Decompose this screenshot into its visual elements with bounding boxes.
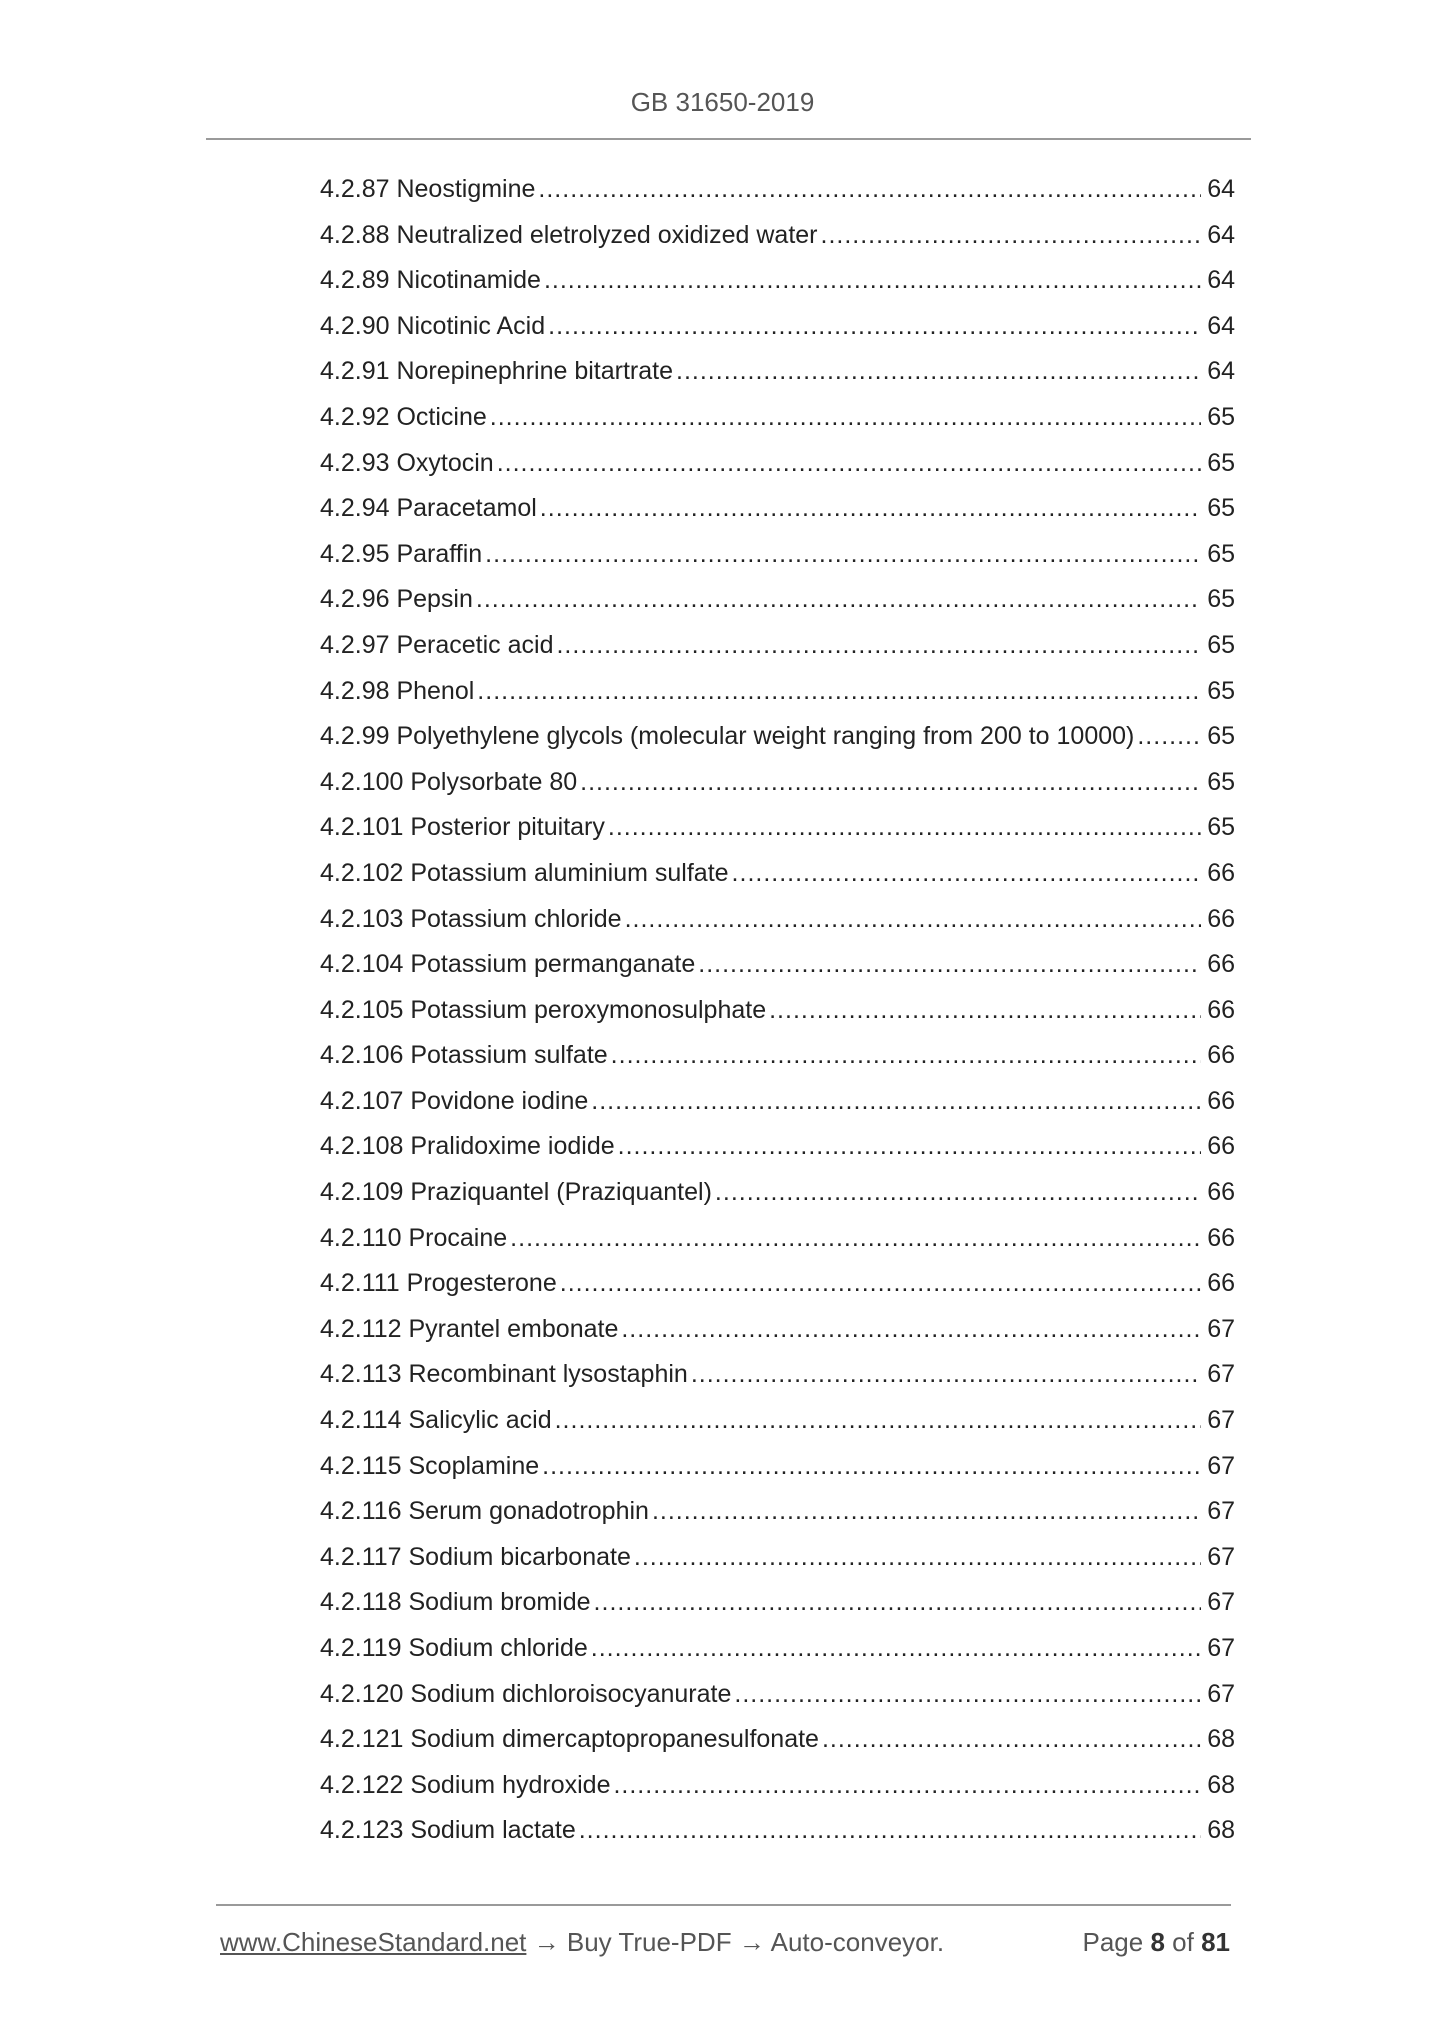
toc-dot-leader — [769, 988, 1201, 1034]
toc-entry[interactable] — [320, 714, 1235, 760]
current-page-number: 8 — [1150, 1927, 1165, 1957]
toc-entry-page-number: 65 — [1207, 585, 1235, 614]
toc-dot-leader — [625, 897, 1202, 943]
toc-entry-page-number: 64 — [1207, 266, 1235, 295]
toc-entry[interactable] — [320, 1808, 1235, 1854]
toc-entry-page-number: 68 — [1207, 1816, 1235, 1845]
toc-entry[interactable] — [320, 1580, 1235, 1626]
toc-entry[interactable] — [320, 1216, 1235, 1262]
toc-entry-label: 4.2.113 Recombinant lysostaphin — [320, 1360, 688, 1389]
toc-entry-label: 4.2.118 Sodium bromide — [320, 1588, 591, 1617]
toc-dot-leader — [476, 577, 1201, 623]
toc-entry[interactable] — [320, 1170, 1235, 1216]
toc-entry[interactable] — [320, 441, 1235, 487]
toc-entry-label: 4.2.121 Sodium dimercaptopropanesulfonate — [320, 1725, 819, 1754]
toc-entry-page-number: 65 — [1207, 494, 1235, 523]
toc-entry-page-number: 66 — [1207, 1132, 1235, 1161]
toc-entry-label: 4.2.101 Posterior pituitary — [320, 813, 605, 842]
toc-entry[interactable] — [320, 1033, 1235, 1079]
toc-entry-page-number: 68 — [1207, 1725, 1235, 1754]
toc-dot-leader — [822, 1717, 1201, 1763]
toc-dot-leader — [613, 1763, 1201, 1809]
toc-entry[interactable] — [320, 1261, 1235, 1307]
toc-entry-label: 4.2.114 Salicylic acid — [320, 1406, 552, 1435]
toc-entry-label: 4.2.120 Sodium dichloroisocyanurate — [320, 1679, 732, 1708]
toc-entry-label: 4.2.115 Scoplamine — [320, 1451, 540, 1480]
toc-entry-label: 4.2.102 Potassium aluminium sulfate — [320, 858, 729, 887]
toc-entry[interactable] — [320, 395, 1235, 441]
toc-dot-leader — [538, 167, 1201, 213]
arrow-right-icon: → — [738, 1927, 765, 1957]
toc-dot-leader — [611, 1033, 1202, 1079]
toc-entry-page-number: 65 — [1207, 630, 1235, 659]
toc-entry[interactable] — [320, 577, 1235, 623]
toc-dot-leader — [580, 760, 1201, 806]
toc-entry[interactable] — [320, 258, 1235, 304]
toc-entry-page-number: 66 — [1207, 1178, 1235, 1207]
toc-entry-page-number: 65 — [1207, 448, 1235, 477]
toc-entry-label: 4.2.109 Praziquantel (Praziquantel) — [320, 1178, 712, 1207]
toc-entry-label: 4.2.106 Potassium sulfate — [320, 1041, 608, 1070]
table-of-contents — [320, 167, 1235, 1854]
toc-entry[interactable] — [320, 1352, 1235, 1398]
toc-dot-leader — [548, 304, 1201, 350]
toc-entry[interactable] — [320, 1398, 1235, 1444]
toc-entry[interactable] — [320, 1444, 1235, 1490]
toc-entry[interactable] — [320, 532, 1235, 578]
toc-entry[interactable] — [320, 1717, 1235, 1763]
toc-entry-label: 4.2.99 Polyethylene glycols (molecular weight ranging from 200 to 10000) — [320, 722, 1135, 751]
toc-entry-page-number: 65 — [1207, 402, 1235, 431]
toc-entry-label: 4.2.98 Phenol — [320, 676, 475, 705]
toc-entry-label: 4.2.119 Sodium chloride — [320, 1634, 588, 1662]
toc-dot-leader — [579, 1808, 1201, 1854]
toc-entry-label: 4.2.90 Nicotinic Acid — [320, 311, 546, 340]
toc-entry[interactable] — [320, 1307, 1235, 1353]
toc-entry-label: 4.2.111 Progesterone — [320, 1269, 557, 1298]
toc-dot-leader — [544, 258, 1201, 304]
toc-dot-leader — [542, 1444, 1201, 1490]
toc-entry-label: 4.2.117 Sodium bicarbonate — [320, 1542, 631, 1571]
toc-entry-label: 4.2.108 Pralidoxime iodide — [320, 1132, 615, 1161]
website-link[interactable]: www.ChineseStandard.net — [220, 1927, 527, 1957]
toc-dot-leader — [591, 1626, 1201, 1672]
toc-dot-leader — [676, 349, 1201, 395]
toc-entry-page-number: 67 — [1207, 1542, 1235, 1571]
toc-entry-label: 4.2.123 Sodium lactate — [320, 1816, 576, 1845]
toc-entry-label: 4.2.105 Potassium peroxymonosulphate — [320, 995, 767, 1024]
footer-navigation — [220, 1924, 944, 1960]
toc-entry-label: 4.2.93 Oxytocin — [320, 448, 494, 477]
toc-dot-leader — [618, 1124, 1202, 1170]
toc-entry-page-number: 65 — [1207, 722, 1235, 751]
toc-dot-leader — [652, 1489, 1201, 1535]
toc-entry-page-number: 66 — [1207, 1269, 1235, 1298]
footer-divider — [216, 1904, 1231, 1906]
toc-entry-page-number: 67 — [1207, 1497, 1235, 1526]
page-of-text: of — [1172, 1927, 1194, 1957]
toc-entry-page-number: 68 — [1207, 1770, 1235, 1799]
toc-entry-label: 4.2.107 Povidone iodine — [320, 1086, 589, 1115]
toc-entry-label: 4.2.92 Octicine — [320, 402, 487, 431]
toc-entry-page-number: 65 — [1207, 767, 1235, 796]
toc-dot-leader — [556, 623, 1201, 669]
toc-entry-label: 4.2.112 Pyrantel embonate — [320, 1314, 619, 1343]
toc-entry[interactable] — [320, 213, 1235, 259]
toc-dot-leader — [497, 441, 1201, 487]
toc-dot-leader — [732, 851, 1202, 897]
toc-entry[interactable] — [320, 486, 1235, 532]
toc-entry-label: 4.2.100 Polysorbate 80 — [320, 767, 578, 796]
toc-entry[interactable] — [320, 1672, 1235, 1718]
toc-entry-page-number: 64 — [1207, 175, 1235, 203]
toc-entry-label: 4.2.87 Neostigmine — [320, 175, 536, 203]
toc-entry-page-number: 64 — [1207, 220, 1235, 249]
toc-entry[interactable] — [320, 988, 1235, 1034]
toc-entry[interactable] — [320, 669, 1235, 715]
toc-entry-page-number: 67 — [1207, 1406, 1235, 1435]
toc-entry-page-number: 67 — [1207, 1679, 1235, 1708]
toc-entry-page-number: 66 — [1207, 995, 1235, 1024]
toc-dot-leader — [555, 1398, 1202, 1444]
toc-entry-label: 4.2.94 Paracetamol — [320, 494, 537, 523]
toc-entry[interactable] — [320, 167, 1235, 213]
toc-dot-leader — [715, 1170, 1201, 1216]
toc-entry[interactable] — [320, 805, 1235, 851]
toc-dot-leader — [698, 942, 1201, 988]
arrow-right-icon: → — [533, 1927, 560, 1957]
toc-dot-leader — [540, 486, 1201, 532]
toc-entry-label: 4.2.122 Sodium hydroxide — [320, 1770, 611, 1799]
page-footer — [220, 1924, 1230, 1960]
toc-entry-page-number: 67 — [1207, 1588, 1235, 1617]
toc-dot-leader — [1137, 714, 1201, 760]
toc-entry-page-number: 64 — [1207, 357, 1235, 386]
toc-entry-page-number: 65 — [1207, 676, 1235, 705]
toc-entry-label: 4.2.116 Serum gonadotrophin — [320, 1497, 649, 1526]
toc-dot-leader — [510, 1216, 1201, 1262]
toc-dot-leader — [490, 395, 1201, 441]
toc-entry-label: 4.2.103 Potassium chloride — [320, 904, 622, 933]
toc-entry-label: 4.2.104 Potassium permanganate — [320, 950, 696, 979]
toc-entry-page-number: 67 — [1207, 1360, 1235, 1389]
toc-entry-label: 4.2.96 Pepsin — [320, 585, 473, 614]
toc-entry[interactable] — [320, 942, 1235, 988]
toc-dot-leader — [621, 1307, 1201, 1353]
toc-dot-leader — [691, 1352, 1201, 1398]
toc-entry[interactable] — [320, 623, 1235, 669]
toc-entry[interactable] — [320, 1489, 1235, 1535]
toc-entry[interactable] — [320, 349, 1235, 395]
toc-entry[interactable] — [320, 304, 1235, 350]
toc-entry[interactable] — [320, 1124, 1235, 1170]
toc-entry-page-number: 66 — [1207, 904, 1235, 933]
toc-entry[interactable] — [320, 1079, 1235, 1125]
toc-dot-leader — [821, 213, 1202, 259]
toc-entry[interactable] — [320, 1763, 1235, 1809]
toc-entry-page-number: 65 — [1207, 539, 1235, 568]
buy-true-pdf-text: Buy True-PDF — [566, 1927, 732, 1957]
toc-entry-label: 4.2.89 Nicotinamide — [320, 266, 541, 295]
toc-entry-label: 4.2.91 Norepinephrine bitartrate — [320, 357, 674, 386]
toc-entry-label: 4.2.95 Paraffin — [320, 539, 483, 568]
toc-dot-leader — [560, 1261, 1201, 1307]
toc-dot-leader — [734, 1672, 1201, 1718]
toc-dot-leader — [634, 1535, 1201, 1581]
toc-dot-leader — [477, 669, 1201, 715]
toc-entry-page-number: 67 — [1207, 1314, 1235, 1343]
toc-entry[interactable] — [320, 1626, 1235, 1672]
toc-entry-label: 4.2.88 Neutralized eletrolyzed oxidized water — [320, 220, 818, 249]
toc-dot-leader — [485, 532, 1201, 578]
toc-entry[interactable] — [320, 897, 1235, 943]
header-divider — [206, 138, 1251, 140]
document-header-title: GB 31650-2019 — [630, 87, 815, 117]
toc-entry[interactable] — [320, 760, 1235, 806]
toc-dot-leader — [591, 1079, 1201, 1125]
page-prefix: Page — [1082, 1927, 1144, 1957]
total-page-count: 81 — [1201, 1927, 1230, 1957]
page-indicator — [1082, 1924, 1230, 1960]
toc-entry[interactable] — [320, 1535, 1235, 1581]
toc-entry-label: 4.2.97 Peracetic acid — [320, 630, 554, 659]
toc-entry-page-number: 64 — [1207, 311, 1235, 340]
toc-entry-page-number: 65 — [1207, 813, 1235, 842]
toc-entry-page-number: 66 — [1207, 1223, 1235, 1252]
toc-entry-page-number: 67 — [1207, 1451, 1235, 1480]
toc-dot-leader — [608, 805, 1201, 851]
toc-entry-page-number: 67 — [1207, 1634, 1235, 1662]
toc-entry[interactable] — [320, 851, 1235, 897]
toc-entry-label: 4.2.110 Procaine — [320, 1223, 508, 1252]
toc-entry-page-number: 66 — [1207, 858, 1235, 887]
toc-entry-page-number: 66 — [1207, 950, 1235, 979]
toc-entry-page-number: 66 — [1207, 1086, 1235, 1115]
toc-entry-page-number: 66 — [1207, 1041, 1235, 1070]
auto-conveyor-text: Auto-conveyor. — [770, 1927, 945, 1957]
toc-dot-leader — [594, 1580, 1202, 1626]
